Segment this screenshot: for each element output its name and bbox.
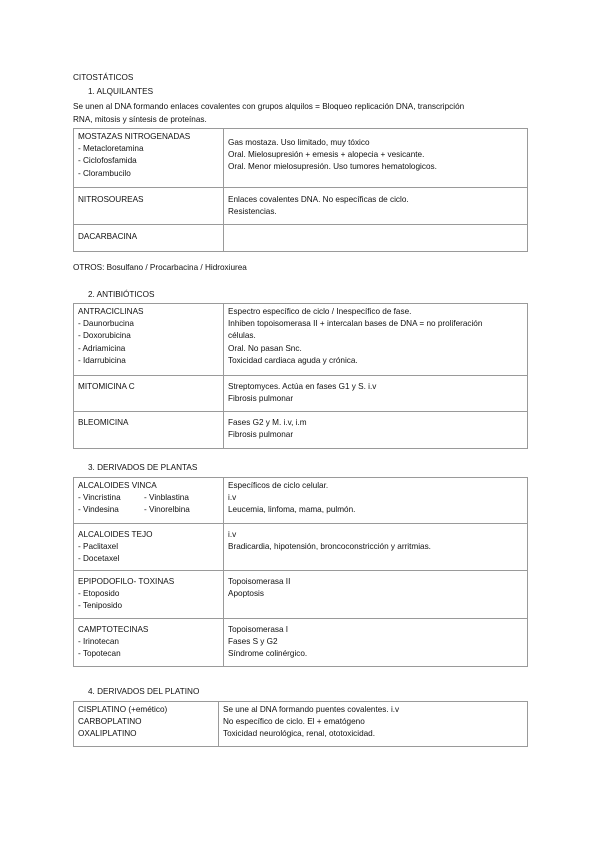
cell-text: i.v	[228, 493, 237, 503]
section-1-intro-line-1: Se unen al DNA formando enlaces covalentes con grupos alquilos = Bloqueo replicación DNA, transcripción	[73, 102, 465, 111]
row-left-cell	[74, 129, 224, 188]
cell-text: Enlaces covalentes DNA. No específicas de ciclo.	[228, 195, 409, 204]
section-4-heading: 4. DERIVADOS DEL PLATINO	[88, 687, 200, 696]
list-item: OXALIPLATINO	[78, 729, 137, 739]
table-row	[74, 571, 528, 619]
table-row	[74, 478, 528, 524]
cell-title: MOSTAZAS NITROGENADAS	[78, 132, 191, 141]
document-title: CITOSTÁTICOS	[73, 73, 134, 82]
row-right-cell	[224, 129, 528, 188]
cell-text: células.	[228, 331, 256, 341]
cell-text: No específico de ciclo. El + ematógeno	[223, 717, 365, 727]
row-left-cell	[74, 571, 224, 619]
table-derivados-plantas	[73, 477, 528, 667]
row-right-cell	[224, 225, 528, 252]
row-right-cell	[224, 478, 528, 524]
list-item: - Teniposido	[78, 601, 122, 611]
list-item: - Vinblastina	[144, 493, 189, 503]
list-item: - Vindesina	[78, 505, 119, 515]
table-row	[74, 376, 528, 412]
list-item: - Metacloretamina	[78, 144, 144, 154]
row-left-cell	[74, 412, 224, 449]
list-item: - Irinotecan	[78, 637, 119, 647]
table-row	[74, 225, 528, 252]
cell-text: Inhiben topoisomerasa II + intercalan bases de DNA = no proliferación	[228, 319, 483, 329]
cell-text: Apoptosis	[228, 589, 264, 599]
row-left-cell	[74, 702, 219, 747]
cell-title: CAMPTOTECINAS	[78, 625, 149, 634]
table-row	[74, 412, 528, 449]
list-item: - Daunorbucina	[78, 319, 134, 329]
table-derivados-platino	[73, 701, 528, 747]
cell-text: Topoisomerasa II	[228, 577, 291, 586]
cell-text: Oral. Mielosupresión + emesis + alopecia + vesicante.	[228, 150, 425, 160]
list-item: - Adriamicina	[78, 343, 126, 353]
cell-text: Resistencias.	[228, 207, 277, 217]
cell-text: Toxicidad neurológica, renal, ototoxicidad.	[223, 729, 376, 739]
cell-text: Específicos de ciclo celular.	[228, 481, 329, 490]
table-row	[74, 524, 528, 571]
cell-text: Oral. Menor mielosupresión. Uso tumores hematologicos.	[228, 162, 437, 172]
cell-text: Espectro específico de ciclo / Inespecífico de fase.	[228, 307, 412, 316]
cell-text: Fases G2 y M. i.v, i.m	[228, 418, 307, 427]
list-item-pair	[78, 492, 219, 504]
list-item-pair	[78, 504, 219, 516]
list-item: - Vinorelbina	[144, 505, 190, 515]
cell-title: ALCALOIDES TEJO	[78, 530, 153, 539]
cell-title: ALCALOIDES VINCA	[78, 481, 157, 490]
section-3-heading: 3. DERIVADOS DE PLANTAS	[88, 463, 198, 472]
cell-text: Leucemia, linfoma, mama, pulmón.	[228, 505, 356, 515]
table-row	[74, 188, 528, 225]
list-item: - Idarrubicina	[78, 355, 126, 365]
row-left-cell	[74, 478, 224, 524]
list-item: CISPLATINO (+emético)	[78, 705, 168, 714]
list-item: - Vincristina	[78, 493, 121, 503]
list-item: - Etoposido	[78, 589, 120, 599]
table-row	[74, 702, 528, 747]
table-alquilantes	[73, 128, 528, 252]
row-right-cell	[224, 412, 528, 449]
row-right-cell	[224, 188, 528, 225]
cell-title: NITROSOUREAS	[78, 195, 144, 204]
row-right-cell	[219, 702, 528, 747]
cell-title: BLEOMICINA	[78, 418, 129, 427]
list-item: - Clorambucilo	[78, 168, 131, 178]
cell-title: ANTRACICLINAS	[78, 307, 144, 316]
cell-text: Gas mostaza. Uso limitado, muy tóxico	[228, 138, 370, 147]
cell-text: Fases S y G2	[228, 637, 278, 647]
list-item: - Topotecan	[78, 649, 121, 659]
list-item: CARBOPLATINO	[78, 717, 142, 727]
table-row	[74, 619, 528, 667]
section-1-intro-line-2: RNA, mitosis y síntesis de proteínas.	[73, 115, 207, 124]
cell-text: Bradicardia, hipotensión, broncoconstricción y arritmias.	[228, 542, 431, 552]
row-left-cell	[74, 524, 224, 571]
section-1-others: OTROS: Bosulfano / Procarbacina / Hidroxiurea	[73, 263, 247, 272]
row-right-cell	[224, 571, 528, 619]
cell-text: Fibrosis pulmonar	[228, 394, 294, 404]
row-left-cell	[74, 304, 224, 376]
cell-text: Topoisomerasa I	[228, 625, 289, 634]
list-item: - Paclitaxel	[78, 542, 119, 552]
cell-text: Fibrosis pulmonar	[228, 430, 294, 440]
row-right-cell	[224, 524, 528, 571]
row-right-cell	[224, 619, 528, 667]
cell-title: DACARBACINA	[78, 232, 138, 241]
table-antibioticos	[73, 303, 528, 449]
table-row	[74, 129, 528, 188]
cell-title: EPIPODOFILO- TOXINAS	[78, 577, 175, 586]
row-left-cell	[74, 225, 224, 252]
cell-text: Streptomyces. Actúa en fases G1 y S. i.v	[228, 382, 377, 391]
cell-text: Oral. No pasan Snc.	[228, 343, 302, 353]
table-row	[74, 304, 528, 376]
row-right-cell	[224, 376, 528, 412]
row-left-cell	[74, 188, 224, 225]
row-left-cell	[74, 619, 224, 667]
cell-text: Se une al DNA formando puentes covalentes. i.v	[223, 705, 400, 714]
section-1-heading: 1. ALQUILANTES	[88, 87, 154, 96]
list-item: - Doxorubicina	[78, 331, 131, 341]
list-item: - Ciclofosfamida	[78, 156, 137, 166]
section-2-heading: 2. ANTIBIÓTICOS	[88, 290, 155, 299]
cell-text: Síndrome colinérgico.	[228, 649, 308, 659]
row-left-cell	[74, 376, 224, 412]
list-item: - Docetaxel	[78, 554, 120, 564]
cell-title: MITOMICINA C	[78, 382, 135, 391]
cell-text: Toxicidad cardiaca aguda y crónica.	[228, 355, 358, 365]
cell-text: i.v	[228, 530, 237, 539]
row-right-cell	[224, 304, 528, 376]
